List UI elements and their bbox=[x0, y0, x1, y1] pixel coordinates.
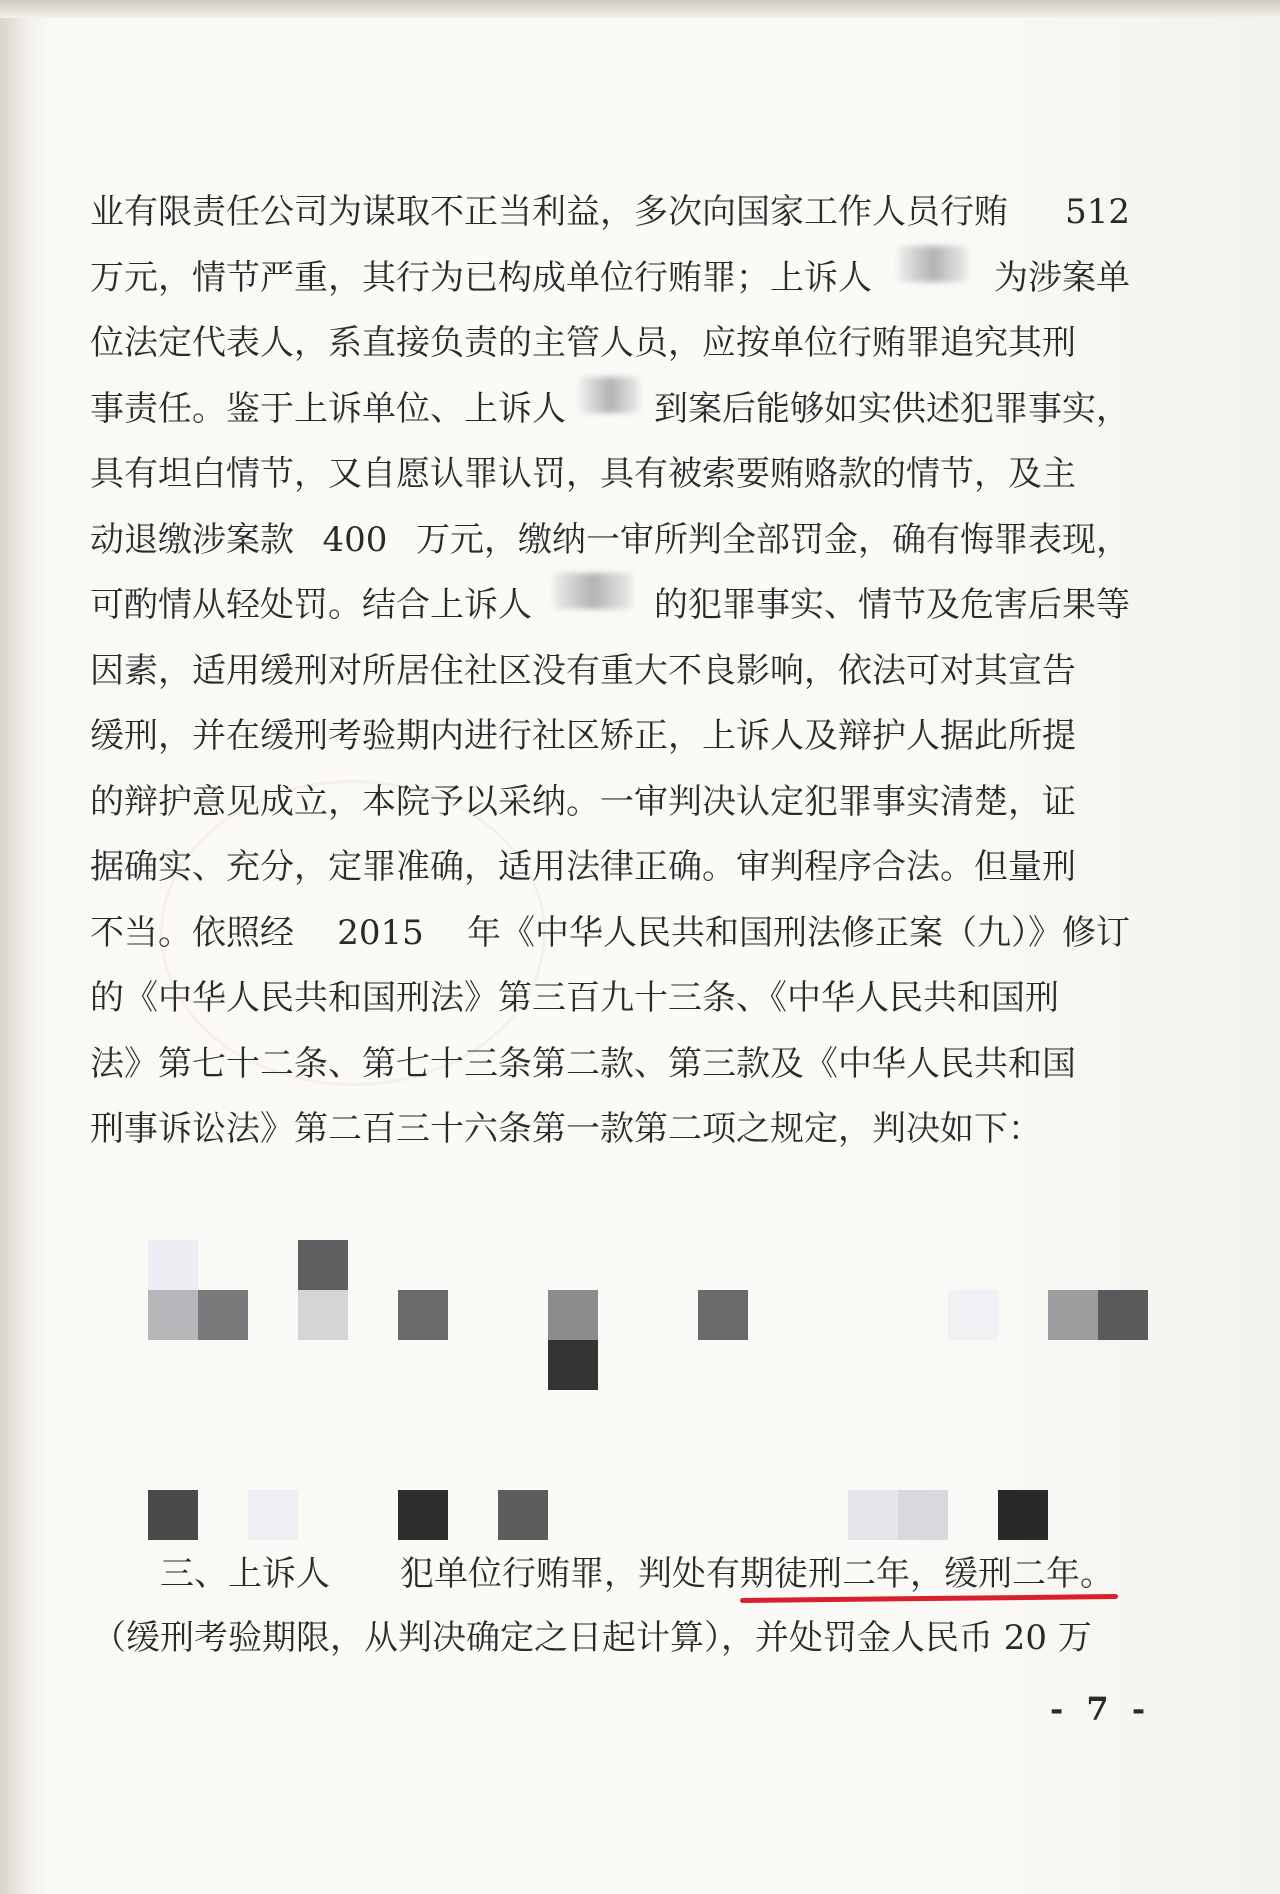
mosaic-tile bbox=[1098, 1290, 1148, 1340]
item-three-verdict: 犯单位行贿罪，判处有期徒刑二年，缓刑二年。 bbox=[400, 1554, 1114, 1594]
redacted-mosaic-block bbox=[148, 1240, 1148, 1560]
judgment-item-three-continued: （缓刑考验期限，从判决确定之日起计算），并处罚金人民币 20 万 bbox=[92, 1618, 1092, 1658]
text-line: 的《中华人民共和国刑法》第三百九十三条、《中华人民共和国刑 bbox=[90, 978, 1059, 1018]
page-left-edge bbox=[0, 0, 28, 1894]
item-three-prefix: 三、上诉人 bbox=[160, 1554, 330, 1594]
text-line: 具有坦白情节，又自愿认罪认罚，具有被索要贿赂款的情节，及主 bbox=[90, 454, 1076, 494]
text-line: 的辩护意见成立，本院予以采纳。一审判决认定犯罪事实清楚，证 bbox=[90, 781, 1076, 822]
mosaic-tile bbox=[298, 1240, 348, 1290]
mosaic-tile bbox=[498, 1490, 548, 1540]
text-line: 万元，情节严重，其行为已构成单位行贿罪；上诉人 为涉案单 bbox=[90, 246, 1130, 312]
page-number: - 7 - bbox=[1050, 1690, 1152, 1728]
mosaic-tile bbox=[398, 1490, 448, 1540]
text-line: 可酌情从轻处罚。结合上诉人 的犯罪事实、情节及危害后果等 bbox=[90, 573, 1130, 639]
mosaic-tile bbox=[548, 1340, 598, 1390]
redacted-name bbox=[898, 246, 968, 282]
text-line: 刑事诉讼法》第二百三十六条第一款第二项之规定，判决如下： bbox=[90, 1109, 1042, 1149]
judgment-body-text bbox=[90, 180, 1130, 1163]
redacted-name bbox=[553, 573, 633, 609]
mosaic-tile bbox=[148, 1490, 198, 1540]
text-line: 事责任。鉴于上诉单位、上诉人 到案后能够如实供述犯罪事实， bbox=[90, 377, 1130, 443]
mosaic-tile bbox=[148, 1290, 198, 1340]
text-line: 位法定代表人，系直接负责的主管人员，应按单位行贿罪追究其刑 bbox=[90, 323, 1076, 363]
mosaic-tile bbox=[398, 1290, 448, 1340]
mosaic-tile bbox=[198, 1290, 248, 1340]
mosaic-tile bbox=[548, 1290, 598, 1340]
judgment-item-three bbox=[160, 1548, 1140, 1600]
text-line: 业有限责任公司为谋取不正当利益，多次向国家工作人员行贿 512 bbox=[90, 192, 1130, 232]
mosaic-tile bbox=[948, 1290, 998, 1340]
text-line: 动退缴涉案款 400 万元，缴纳一审所判全部罚金，确有悔罪表现， bbox=[90, 519, 1130, 560]
page-top-edge bbox=[0, 0, 1280, 18]
mosaic-tile bbox=[848, 1490, 898, 1540]
mosaic-tile bbox=[698, 1290, 748, 1340]
mosaic-tile bbox=[1048, 1290, 1098, 1340]
mosaic-tile bbox=[298, 1290, 348, 1340]
text-line: 法》第七十二条、第七十三条第二款、第三款及《中华人民共和国 bbox=[90, 1043, 1076, 1084]
text-line: 据确实、充分，定罪准确，适用法律正确。审判程序合法。但量刑 bbox=[90, 847, 1076, 887]
mosaic-tile bbox=[898, 1490, 948, 1540]
text-line: 缓刑，并在缓刑考验期内进行社区矫正，上诉人及辩护人据此所提 bbox=[90, 716, 1076, 756]
text-line: 因素，适用缓刑对所居住社区没有重大不良影响，依法可对其宣告 bbox=[90, 650, 1076, 691]
redacted-name bbox=[580, 377, 640, 413]
mosaic-tile bbox=[248, 1490, 298, 1540]
mosaic-tile bbox=[148, 1240, 198, 1290]
text-line: 不当。依照经 2015 年《中华人民共和国刑法修正案（九）》修订 bbox=[90, 912, 1130, 953]
mosaic-tile bbox=[998, 1490, 1048, 1540]
